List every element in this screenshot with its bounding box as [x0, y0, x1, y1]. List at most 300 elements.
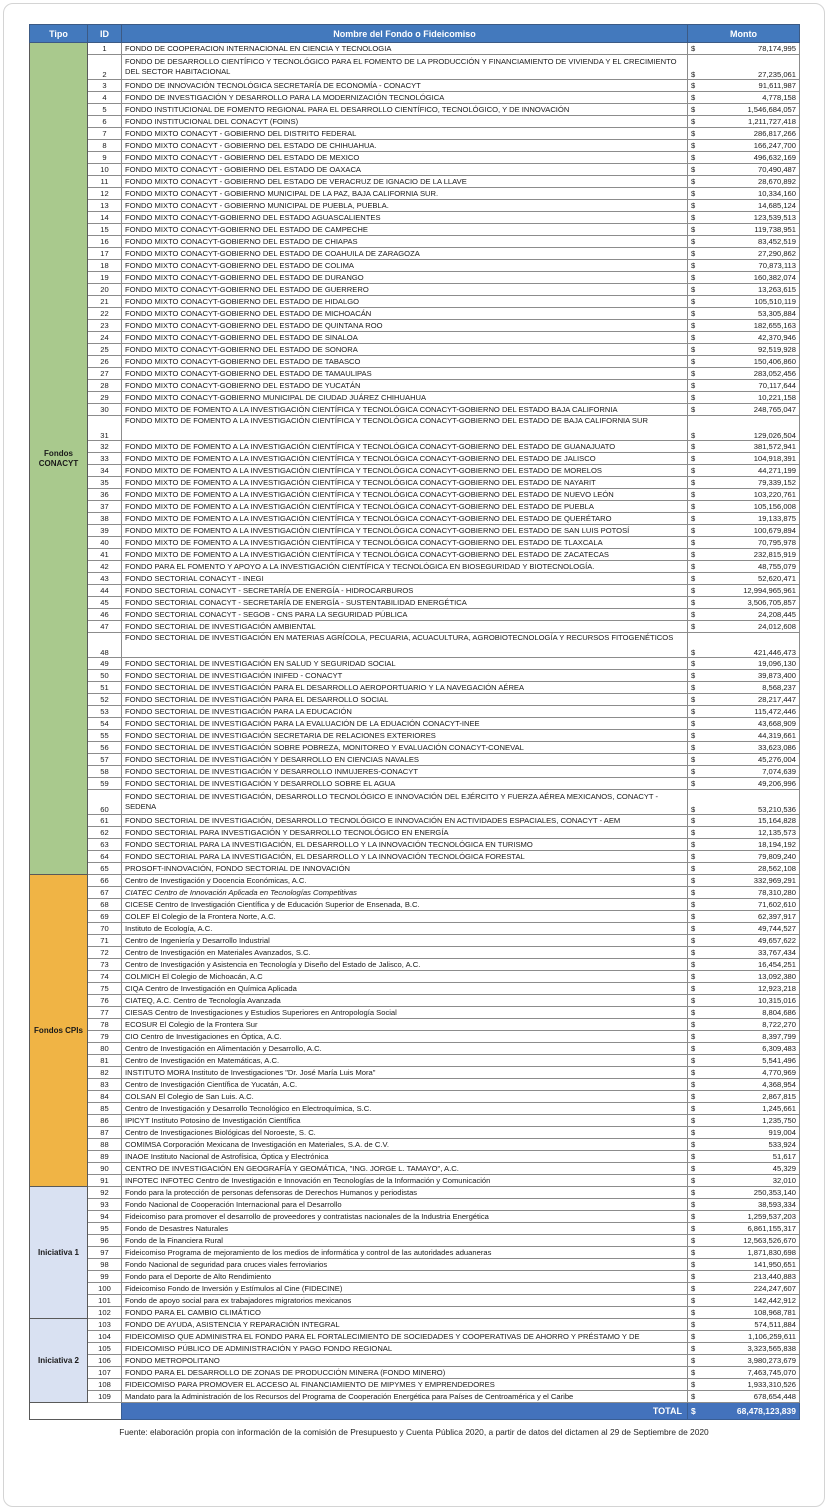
- fund-id-cell: 50: [88, 670, 122, 682]
- fund-row: [30, 839, 800, 851]
- fund-row: [30, 465, 800, 477]
- fund-name: FIDEICOMISO PÚBLICO DE ADMINISTRACIÓN Y PAGO FONDO REGIONAL: [125, 1344, 393, 1353]
- fund-name: Fondo Nacional de Cooperación Internacional para el Desarrollo: [125, 1200, 342, 1209]
- group-cell-fondos-conacyt: [30, 43, 88, 875]
- fund-amount-cell: [688, 248, 800, 260]
- amount-value: 5,541,496: [762, 1056, 796, 1065]
- currency-symbol: $: [691, 767, 696, 776]
- fund-id-cell: 44: [88, 585, 122, 597]
- amount-value: 104,918,391: [753, 454, 796, 463]
- fund-name-cell: [122, 188, 688, 200]
- fund-row: [30, 1343, 800, 1355]
- fund-amount-cell: [688, 754, 800, 766]
- fund-id-cell: 26: [88, 356, 122, 368]
- amount-value: 18,194,192: [757, 840, 796, 849]
- fund-name: FONDO MIXTO DE FOMENTO A LA INVESTIGACIÓN CIENTÍFICA Y TECNOLÓGICA CONACYT-GOBIERNO DEL ESTADO DE SAN LUIS POTOSÍ: [125, 526, 630, 535]
- amount-value: 83,452,519: [757, 237, 796, 246]
- currency-symbol: $: [691, 805, 696, 814]
- fund-id-cell: 46: [88, 609, 122, 621]
- fund-amount-cell: [688, 790, 800, 815]
- currency-symbol: $: [691, 622, 696, 631]
- fund-name: INSTITUTO MORA Instituto de Investigaciones "Dr. José María Luis Mora": [125, 1068, 376, 1077]
- fund-amount-cell: [688, 1391, 800, 1403]
- fund-amount-cell: [688, 1127, 800, 1139]
- amount-value: 166,247,700: [753, 141, 796, 150]
- fund-name-cell: [122, 200, 688, 212]
- amount-value: 14,685,124: [757, 201, 796, 210]
- fund-row: [30, 80, 800, 92]
- fund-name: FONDO SECTORIAL CONACYT - SECRETARÍA DE ENERGÍA - SUSTENTABILIDAD ENERGÉTICA: [125, 598, 467, 607]
- fund-row: [30, 971, 800, 983]
- fund-name-cell: [122, 959, 688, 971]
- fund-name-cell: [122, 308, 688, 320]
- fund-name: FONDO DE AYUDA, ASISTENCIA Y REPARACIÓN INTEGRAL: [125, 1320, 340, 1329]
- currency-symbol: $: [691, 912, 696, 921]
- fund-name: Instituto de Ecología, A.C.: [125, 924, 213, 933]
- fund-name-cell: [122, 1331, 688, 1343]
- fund-name-cell: [122, 392, 688, 404]
- currency-symbol: $: [691, 357, 696, 366]
- fund-row: [30, 513, 800, 525]
- fund-row: [30, 272, 800, 284]
- currency-symbol: $: [691, 888, 696, 897]
- fund-id-cell: 93: [88, 1199, 122, 1211]
- currency-symbol: $: [691, 574, 696, 583]
- fund-name: FIDEICOMISO QUE ADMINISTRA EL FONDO PARA EL FORTALECIMIENTO DE SOCIEDADES Y COOPERATIVAS DE AHORRO Y PRÉSTAMO Y DE: [125, 1332, 640, 1341]
- fund-amount-cell: [688, 152, 800, 164]
- fund-name-cell: [122, 1211, 688, 1223]
- fund-row: [30, 489, 800, 501]
- fund-name-cell: [122, 164, 688, 176]
- total-amount-cell: [688, 1403, 800, 1420]
- fund-row: [30, 1187, 800, 1199]
- fund-name: Centro de Investigación y Asistencia en Tecnología y Diseño del Estado de Jalisco, A.C.: [125, 960, 421, 969]
- currency-symbol: $: [691, 490, 696, 499]
- currency-symbol: $: [691, 309, 696, 318]
- amount-value: 1,106,259,611: [748, 1332, 796, 1341]
- fund-name: FONDO MIXTO CONACYT-GOBIERNO DEL ESTADO DE MICHOACÁN: [125, 309, 372, 318]
- fund-name-cell: [122, 1367, 688, 1379]
- fund-id-cell: 74: [88, 971, 122, 983]
- fund-row: [30, 585, 800, 597]
- amount-value: 24,012,608: [757, 622, 796, 631]
- fund-amount-cell: [688, 1067, 800, 1079]
- fund-name: FONDO MIXTO CONACYT-GOBIERNO DEL ESTADO DE COLIMA: [125, 261, 354, 270]
- currency-symbol: $: [691, 1272, 696, 1281]
- currency-symbol: $: [691, 201, 696, 210]
- fund-id-cell: 51: [88, 682, 122, 694]
- currency-symbol: $: [691, 1224, 696, 1233]
- currency-symbol: $: [691, 1092, 696, 1101]
- fund-name-cell: [122, 935, 688, 947]
- amount-value: 224,247,607: [753, 1284, 796, 1293]
- fund-id-cell: 104: [88, 1331, 122, 1343]
- fund-name: CIATEQ, A.C. Centro de Tecnología Avanzada: [125, 996, 281, 1005]
- amount-value: 19,096,130: [757, 659, 796, 668]
- fund-row: [30, 344, 800, 356]
- fund-name: FONDO MIXTO DE FOMENTO A LA INVESTIGACIÓN CIENTÍFICA Y TECNOLÓGICA CONACYT-GOBIERNO DEL ESTADO BAJA CALIFORNIA: [125, 405, 618, 414]
- amount-value: 3,506,705,857: [747, 598, 796, 607]
- fund-name-cell: [122, 1079, 688, 1091]
- fund-id-cell: 58: [88, 766, 122, 778]
- fund-row: [30, 959, 800, 971]
- fund-name-cell: [122, 356, 688, 368]
- fund-row: [30, 573, 800, 585]
- fund-name: FONDO DE COOPERACION INTERNACIONAL EN CIENCIA Y TECNOLOGIA: [125, 44, 392, 53]
- fund-name: FONDO INSTITUCIONAL DE FOMENTO REGIONAL PARA EL DESARROLLO CIENTÍFICO, TECNOLÓGICO, Y DE INNOVACIÓN: [125, 105, 570, 114]
- fund-row: [30, 1079, 800, 1091]
- fund-amount-cell: [688, 1055, 800, 1067]
- fund-name-cell: [122, 549, 688, 561]
- fund-row: [30, 1019, 800, 1031]
- currency-symbol: $: [691, 960, 696, 969]
- currency-symbol: $: [691, 550, 696, 559]
- fund-name: Centro de Investigación en Matemáticas, A.C.: [125, 1056, 280, 1065]
- fund-name-cell: [122, 1187, 688, 1199]
- amount-value: 1,259,537,203: [747, 1212, 796, 1221]
- amount-value: 2,867,815: [762, 1092, 796, 1101]
- fund-row: [30, 658, 800, 670]
- fund-row: [30, 92, 800, 104]
- fund-id-cell: 79: [88, 1031, 122, 1043]
- fund-name-cell: [122, 260, 688, 272]
- fund-name-cell: [122, 1067, 688, 1079]
- fund-id-cell: 88: [88, 1139, 122, 1151]
- amount-value: 12,135,573: [757, 828, 796, 837]
- fund-row: [30, 1007, 800, 1019]
- fund-amount-cell: [688, 212, 800, 224]
- amount-value: 49,657,622: [757, 936, 796, 945]
- fund-name: FONDO SECTORIAL CONACYT - SECRETARÍA DE ENERGÍA - HIDROCARBUROS: [125, 586, 414, 595]
- fund-name-cell: [122, 633, 688, 658]
- total-amount-value: 68,478,123,839: [736, 1406, 796, 1416]
- fund-name-cell: [122, 224, 688, 236]
- column-header-monto: Monto: [688, 25, 800, 43]
- fund-row: [30, 43, 800, 55]
- amount-value: 16,454,251: [757, 960, 796, 969]
- fund-row: [30, 260, 800, 272]
- amount-value: 10,334,160: [757, 189, 796, 198]
- fund-row: [30, 1247, 800, 1259]
- currency-symbol: $: [691, 514, 696, 523]
- fund-row: [30, 1307, 800, 1319]
- fund-name: FONDO SECTORIAL DE INVESTIGACIÓN PARA EL DESARROLLO AEROPORTUARIO Y LA NAVEGACIÓN AÉREA: [125, 683, 525, 692]
- currency-symbol: $: [691, 852, 696, 861]
- fund-name: FIDEICOMISO PARA PROMOVER EL ACCESO AL FINANCIAMIENTO DE MIPYMES Y EMPRENDEDORES: [125, 1380, 495, 1389]
- fund-id-cell: 87: [88, 1127, 122, 1139]
- fund-row: [30, 332, 800, 344]
- fund-name-cell: [122, 332, 688, 344]
- amount-value: 6,309,483: [762, 1044, 796, 1053]
- fund-id-cell: 86: [88, 1115, 122, 1127]
- fund-name: PROSOFT-INNOVACIÓN, FONDO SECTORIAL DE INNOVACIÓN: [125, 864, 351, 873]
- fund-id-cell: 22: [88, 308, 122, 320]
- fund-id-cell: 85: [88, 1103, 122, 1115]
- amount-value: 12,923,218: [757, 984, 796, 993]
- fund-amount-cell: [688, 1247, 800, 1259]
- fund-name-cell: [122, 597, 688, 609]
- fund-row: [30, 224, 800, 236]
- fund-name: COMIMSA Corporación Mexicana de Investigación en Materiales, S.A. de C.V.: [125, 1140, 389, 1149]
- amount-value: 533,924: [768, 1140, 796, 1149]
- fund-id-cell: 62: [88, 827, 122, 839]
- fund-amount-cell: [688, 284, 800, 296]
- fund-name: FONDO MIXTO CONACYT - GOBIERNO DEL ESTADO DE CHIHUAHUA.: [125, 141, 377, 150]
- fund-row: [30, 827, 800, 839]
- fund-row: [30, 453, 800, 465]
- currency-symbol: $: [691, 984, 696, 993]
- fund-amount-cell: [688, 1115, 800, 1127]
- fund-row: [30, 1163, 800, 1175]
- amount-value: 381,572,941: [753, 442, 796, 451]
- fund-amount-cell: [688, 477, 800, 489]
- fund-name-cell: [122, 730, 688, 742]
- fund-id-cell: 38: [88, 513, 122, 525]
- fund-id-cell: 33: [88, 453, 122, 465]
- amount-value: 10,315,016: [757, 996, 796, 1005]
- amount-value: 160,382,074: [753, 273, 796, 282]
- amount-value: 3,323,565,838: [747, 1344, 796, 1353]
- fund-name-cell: [122, 1355, 688, 1367]
- fund-name: FONDO PARA EL FOMENTO Y APOYO A LA INVESTIGACIÓN CIENTÍFICA Y TECNOLÓGICA EN BIOSEGURIDAD Y BIOTECNOLOGÍA.: [125, 562, 595, 571]
- amount-value: 33,623,086: [757, 743, 796, 752]
- fund-name-cell: [122, 1283, 688, 1295]
- amount-value: 12,994,965,961: [743, 586, 796, 595]
- currency-symbol: $: [691, 996, 696, 1005]
- amount-value: 38,593,334: [757, 1200, 796, 1209]
- amount-value: 78,174,995: [757, 44, 796, 53]
- fund-amount-cell: [688, 320, 800, 332]
- amount-value: 27,290,862: [757, 249, 796, 258]
- currency-symbol: $: [691, 840, 696, 849]
- fund-name: FONDO MIXTO CONACYT - GOBIERNO MUNICIPAL DE PUEBLA, PUEBLA.: [125, 201, 389, 210]
- fund-name-cell: [122, 152, 688, 164]
- amount-value: 53,210,536: [757, 805, 796, 814]
- fund-name-cell: [122, 790, 688, 815]
- fund-id-cell: 42: [88, 561, 122, 573]
- currency-symbol: $: [691, 70, 696, 79]
- fund-row: [30, 1379, 800, 1391]
- fund-name: FONDO MIXTO CONACYT-GOBIERNO DEL ESTADO DE GUERRERO: [125, 285, 369, 294]
- fund-row: [30, 176, 800, 188]
- fund-row: [30, 212, 800, 224]
- currency-symbol: $: [691, 153, 696, 162]
- fund-id-cell: 81: [88, 1055, 122, 1067]
- amount-value: 28,562,108: [757, 864, 796, 873]
- fund-amount-cell: [688, 1007, 800, 1019]
- amount-value: 105,156,008: [753, 502, 796, 511]
- currency-symbol: $: [691, 393, 696, 402]
- fund-id-cell: 100: [88, 1283, 122, 1295]
- fund-name-cell: [122, 1043, 688, 1055]
- currency-symbol: $: [691, 707, 696, 716]
- currency-symbol: $: [691, 466, 696, 475]
- fund-amount-cell: [688, 670, 800, 682]
- fund-name-cell: [122, 465, 688, 477]
- fund-name-cell: [122, 1019, 688, 1031]
- fund-amount-cell: [688, 609, 800, 621]
- fund-row: [30, 1031, 800, 1043]
- fund-name: FONDO SECTORIAL DE INVESTIGACIÓN PARA LA EDUCACIÓN: [125, 707, 352, 716]
- fund-amount-cell: [688, 706, 800, 718]
- fund-row: [30, 1259, 800, 1271]
- fund-name: FONDO DE DESARROLLO CIENTÍFICO Y TECNOLÓGICO PARA EL FOMENTO DE LA PRODUCCIÓN Y FINANCIAMIENTO DE VIVIENDA Y EL CRECIMIENTO DEL SECTOR HABITACIONAL: [125, 57, 677, 76]
- fund-name-cell: [122, 128, 688, 140]
- fund-id-cell: 17: [88, 248, 122, 260]
- fund-id-cell: 36: [88, 489, 122, 501]
- fund-id-cell: 91: [88, 1175, 122, 1187]
- fund-name: FONDO SECTORIAL DE INVESTIGACIÓN SECRETARIA DE RELACIONES EXTERIORES: [125, 731, 436, 740]
- table-container: [29, 24, 799, 1437]
- fund-id-cell: 39: [88, 525, 122, 537]
- fund-row: [30, 1175, 800, 1187]
- fund-id-cell: 66: [88, 875, 122, 887]
- fund-name: FONDO MIXTO DE FOMENTO A LA INVESTIGACIÓN CIENTÍFICA Y TECNOLÓGICA CONACYT-GOBIERNO DEL ESTADO DE NUEVO LEÓN: [125, 490, 614, 499]
- fund-name-cell: [122, 815, 688, 827]
- fund-amount-cell: [688, 682, 800, 694]
- amount-value: 3,980,273,679: [747, 1356, 796, 1365]
- fund-name-cell: [122, 236, 688, 248]
- currency-symbol: $: [691, 1116, 696, 1125]
- fund-name-cell: [122, 1031, 688, 1043]
- fund-row: [30, 1295, 800, 1307]
- currency-symbol: $: [691, 779, 696, 788]
- fund-amount-cell: [688, 815, 800, 827]
- currency-symbol: $: [691, 345, 696, 354]
- fund-row: [30, 718, 800, 730]
- fund-row: [30, 140, 800, 152]
- fund-amount-cell: [688, 308, 800, 320]
- amount-value: 1,211,727,418: [748, 117, 796, 126]
- fund-row: [30, 790, 800, 815]
- fund-amount-cell: [688, 513, 800, 525]
- amount-value: 15,164,828: [757, 816, 796, 825]
- amount-value: 421,446,473: [753, 648, 796, 657]
- fund-amount-cell: [688, 188, 800, 200]
- amount-value: 91,611,987: [758, 81, 796, 90]
- fund-row: [30, 537, 800, 549]
- amount-value: 1,871,830,698: [747, 1248, 796, 1257]
- fund-name: Centro de Investigación en Materiales Avanzados, S.C.: [125, 948, 311, 957]
- fund-name: FONDO MIXTO CONACYT-GOBIERNO DEL ESTADO DE TABASCO: [125, 357, 361, 366]
- fund-name-cell: [122, 827, 688, 839]
- amount-value: 105,510,119: [754, 297, 796, 306]
- currency-symbol: $: [691, 816, 696, 825]
- fund-name: FONDO INSTITUCIONAL DEL CONACYT (FOINS): [125, 117, 299, 126]
- total-blank-cell: [30, 1403, 122, 1420]
- fund-name: Fideicomiso para promover el desarrollo de proveedores y contratistas nacionales de la Industria Energética: [125, 1212, 489, 1221]
- fund-name: IPICYT Instituto Potosino de Investigación Científica: [125, 1116, 301, 1125]
- amount-value: 115,472,446: [754, 707, 796, 716]
- currency-symbol: $: [691, 659, 696, 668]
- amount-value: 52,620,471: [757, 574, 796, 583]
- fund-row: [30, 766, 800, 778]
- fund-id-cell: 23: [88, 320, 122, 332]
- fund-name-cell: [122, 995, 688, 1007]
- fund-id-cell: 12: [88, 188, 122, 200]
- fund-id-cell: 108: [88, 1379, 122, 1391]
- amount-value: 248,765,047: [753, 405, 796, 414]
- fund-amount-cell: [688, 694, 800, 706]
- fund-name: FONDO SECTORIAL DE INVESTIGACIÓN Y DESARROLLO SOBRE EL AGUA: [125, 779, 396, 788]
- fund-row: [30, 296, 800, 308]
- fund-name-cell: [122, 525, 688, 537]
- fund-name: Centro de Investigación en Alimentación y Desarrollo, A.C.: [125, 1044, 322, 1053]
- amount-value: 250,353,140: [753, 1188, 796, 1197]
- fund-name: CENTRO DE INVESTIGACIÓN EN GEOGRAFÍA Y GEOMÁTICA, "ING. JORGE L. TAMAYO", A.C.: [125, 1164, 459, 1173]
- fund-name-cell: [122, 766, 688, 778]
- currency-symbol: $: [691, 213, 696, 222]
- fund-amount-cell: [688, 525, 800, 537]
- fund-row: [30, 911, 800, 923]
- currency-symbol: $: [691, 1320, 696, 1329]
- fund-amount-cell: [688, 200, 800, 212]
- fund-name-cell: [122, 1175, 688, 1187]
- fund-id-cell: 54: [88, 718, 122, 730]
- group-cell-iniciativa-1: [30, 1187, 88, 1319]
- currency-symbol: $: [691, 1032, 696, 1041]
- currency-symbol: $: [691, 1140, 696, 1149]
- fund-name: FONDO SECTORIAL PARA LA INVESTIGACIÓN, EL DESARROLLO Y LA INNOVACIÓN TECNOLÓGICA EN TURISMO: [125, 840, 533, 849]
- amount-value: 45,329: [772, 1164, 796, 1173]
- fund-id-cell: 80: [88, 1043, 122, 1055]
- fund-amount-cell: [688, 537, 800, 549]
- fund-name: CIQA Centro de Investigación en Química Aplicada: [125, 984, 297, 993]
- fund-name-cell: [122, 513, 688, 525]
- fund-name: Centro de Investigación y Desarrollo Tecnológico en Electroquímica, S.C.: [125, 1104, 372, 1113]
- fund-name-cell: [122, 839, 688, 851]
- fund-name-cell: [122, 1391, 688, 1403]
- fund-row: [30, 320, 800, 332]
- group-cell-fondos-cpis: [30, 875, 88, 1187]
- fund-row: [30, 356, 800, 368]
- fund-row: [30, 404, 800, 416]
- fund-row: [30, 597, 800, 609]
- currency-symbol: $: [691, 1104, 696, 1113]
- amount-value: 129,026,504: [753, 431, 796, 440]
- amount-value: 8,804,686: [762, 1008, 796, 1017]
- fund-amount-cell: [688, 1031, 800, 1043]
- currency-symbol: $: [691, 876, 696, 885]
- fund-name: FONDO MIXTO DE FOMENTO A LA INVESTIGACIÓN CIENTÍFICA Y TECNOLÓGICA CONACYT-GOBIERNO DEL ESTADO DE MORELOS: [125, 466, 602, 475]
- fund-name: FONDO SECTORIAL DE INVESTIGACIÓN EN MATERIAS AGRÍCOLA, PECUARIA, ACUACULTURA, AGROBIOTECNOLOGÍA Y RECURSOS FITOGENÉTICOS: [125, 633, 674, 642]
- fund-row: [30, 416, 800, 441]
- fund-id-cell: 18: [88, 260, 122, 272]
- amount-value: 286,817,266: [753, 129, 796, 138]
- fund-name: ECOSUR El Colegio de la Frontera Sur: [125, 1020, 258, 1029]
- currency-symbol: $: [691, 225, 696, 234]
- fund-name-cell: [122, 1319, 688, 1331]
- fund-name-cell: [122, 272, 688, 284]
- fund-amount-cell: [688, 1319, 800, 1331]
- fund-row: [30, 742, 800, 754]
- group-label: Fondos CPIs: [34, 1025, 83, 1035]
- currency-symbol: $: [691, 1356, 696, 1365]
- fund-id-cell: 82: [88, 1067, 122, 1079]
- fund-amount-cell: [688, 995, 800, 1007]
- fund-name: FONDO MIXTO CONACYT-GOBIERNO DEL ESTADO DE SONORA: [125, 345, 358, 354]
- currency-symbol: $: [691, 1368, 696, 1377]
- fund-name-cell: [122, 573, 688, 585]
- fund-name-cell: [122, 754, 688, 766]
- currency-symbol: $: [691, 141, 696, 150]
- fund-amount-cell: [688, 658, 800, 670]
- fund-amount-cell: [688, 236, 800, 248]
- fund-name: FONDO SECTORIAL DE INVESTIGACIÓN EN SALUD Y SEGURIDAD SOCIAL: [125, 659, 396, 668]
- fund-name-cell: [122, 176, 688, 188]
- currency-symbol: $: [691, 1212, 696, 1221]
- currency-symbol: $: [691, 1056, 696, 1065]
